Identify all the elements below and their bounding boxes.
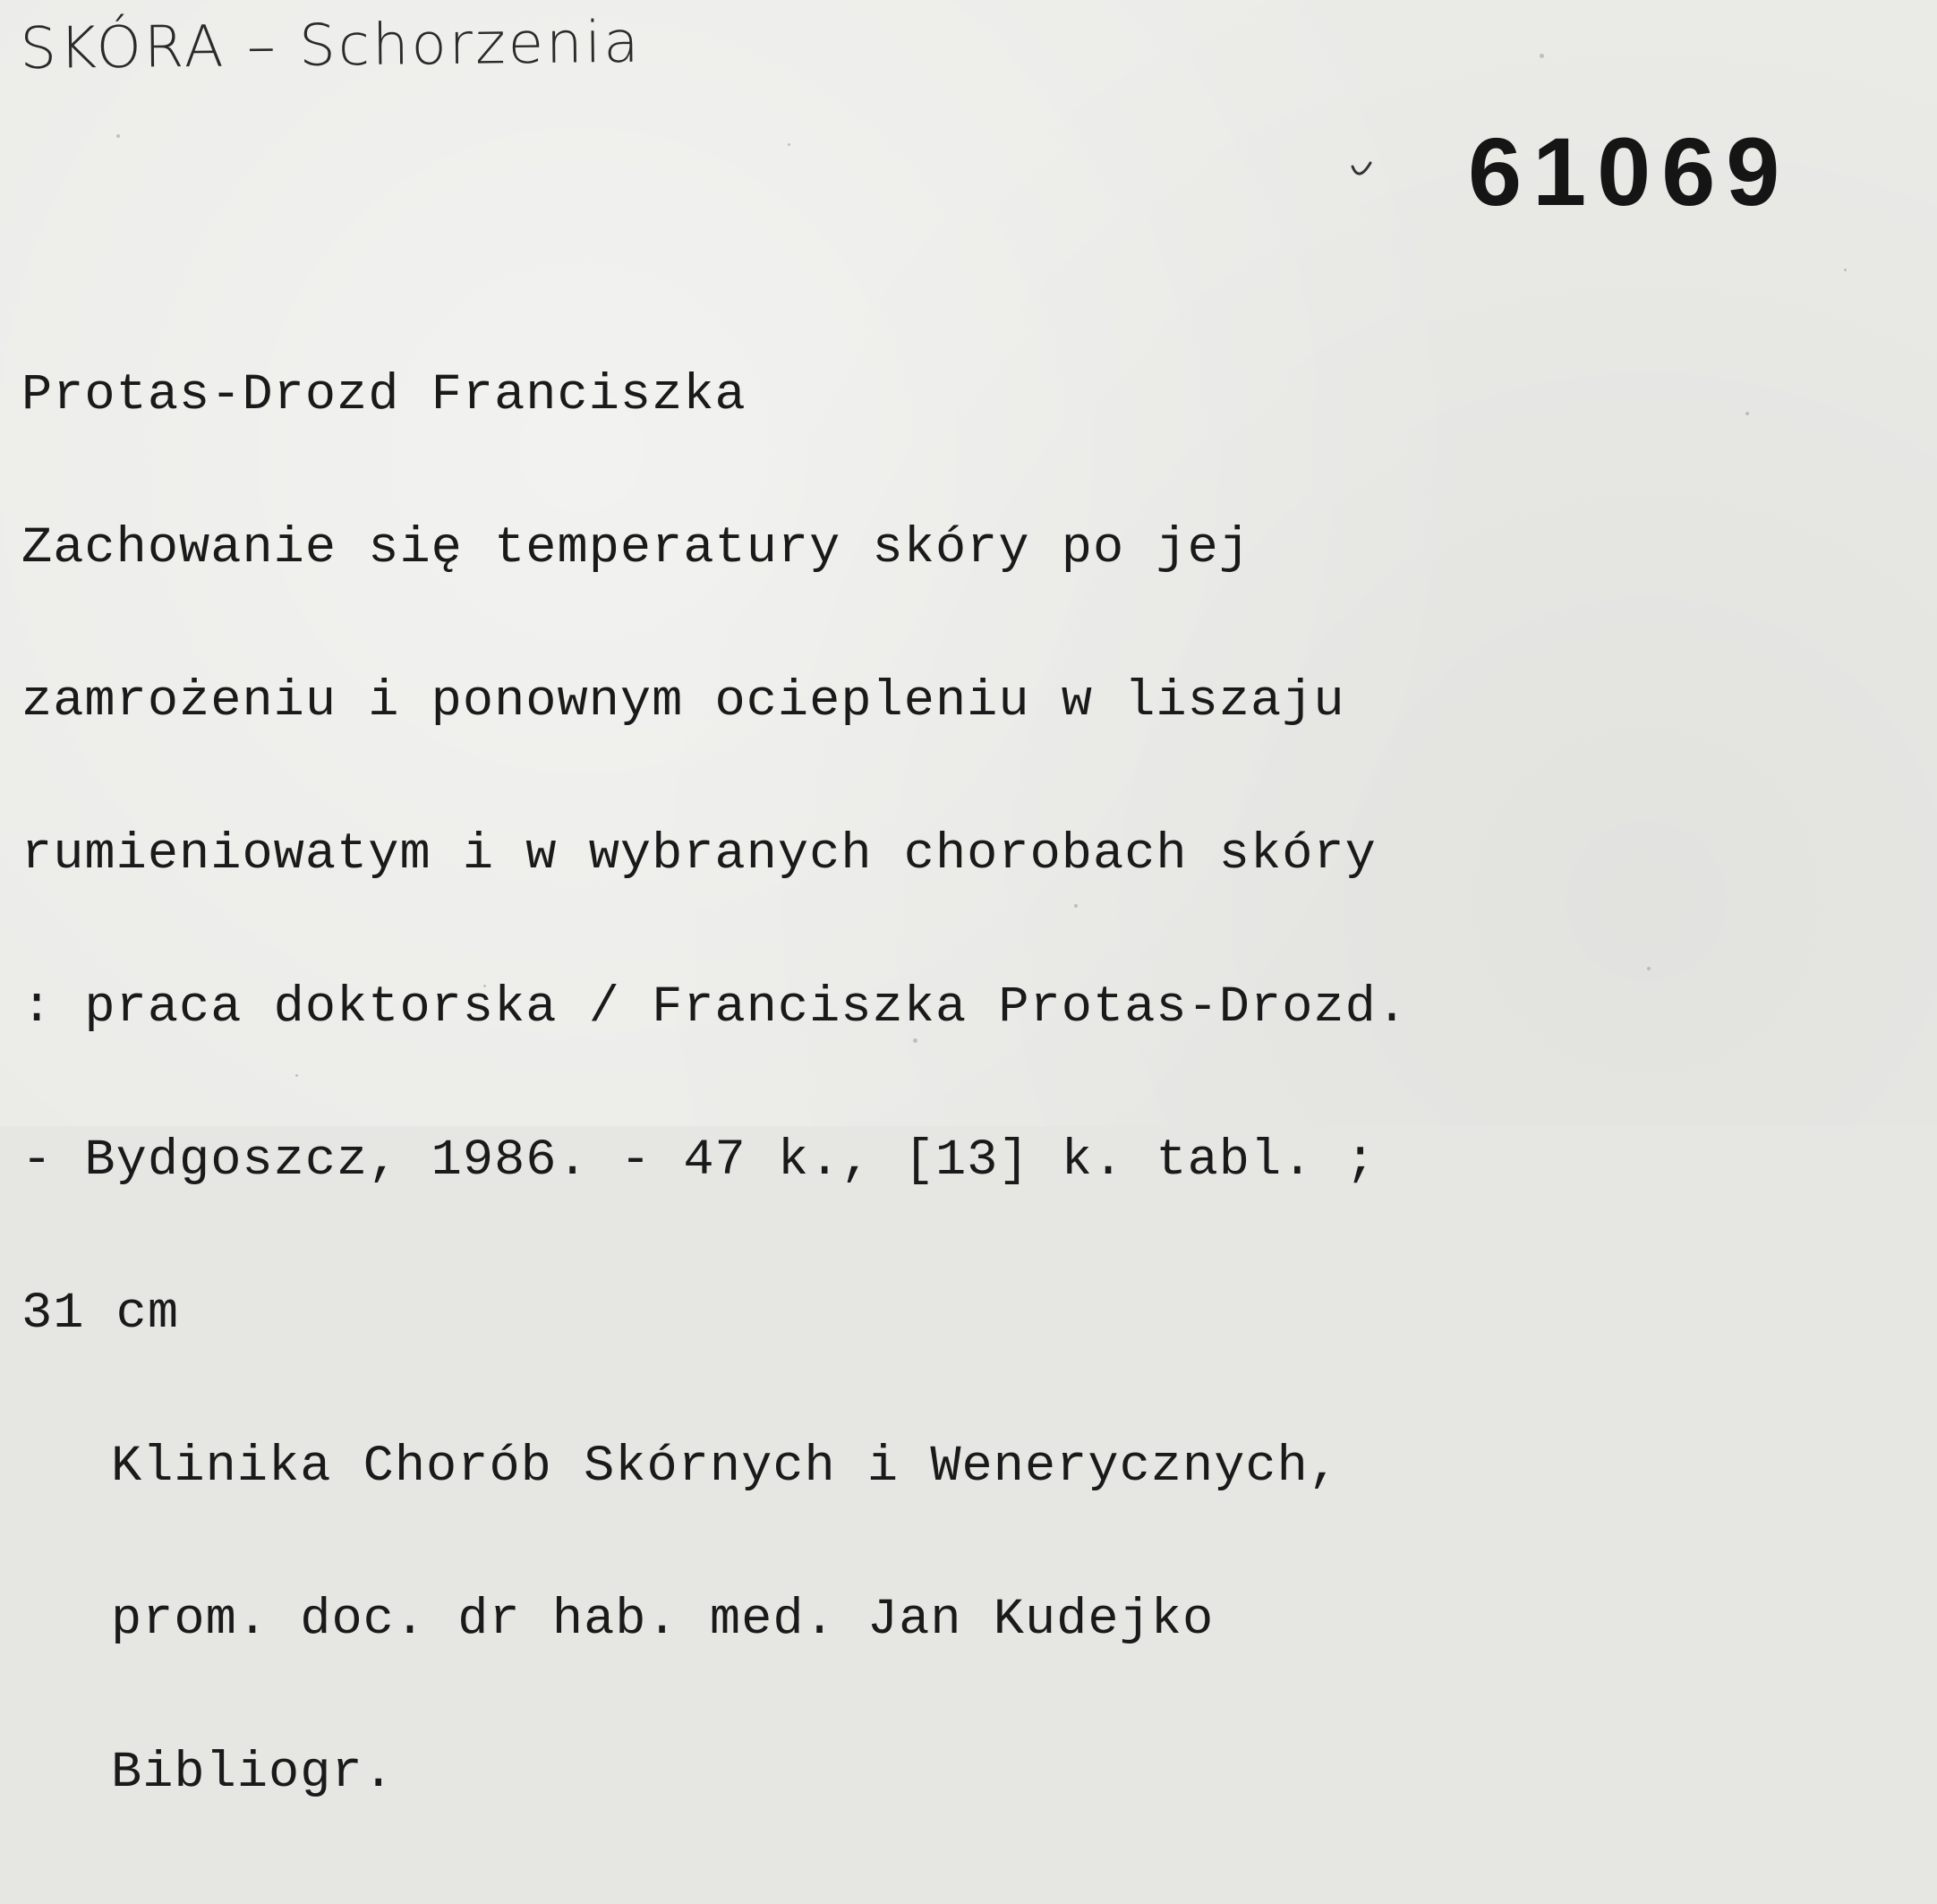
note-line: Klinika Chorób Skórnych i Wenerycznych, (111, 1439, 1341, 1496)
title-line: Zachowanie się temperatury skóry po jej (21, 520, 1251, 577)
title-line: 31 cm (21, 1285, 180, 1343)
handwritten-heading: SKÓRA – Schorzenia (20, 9, 642, 82)
check-mark-icon (1350, 159, 1373, 183)
title-line: - Bydgoszcz, 1986. - 47 k., [13] k. tabl. ; (21, 1132, 1377, 1190)
catalog-entry (21, 269, 1408, 1901)
note-line: Bibliogr. (111, 1745, 395, 1802)
note-line: prom. doc. dr hab. med. Jan Kudejko (111, 1592, 1215, 1649)
accession-number: 61069 (1468, 117, 1791, 226)
title-line: : praca doktorska / Franciszka Protas-Drozd. (21, 979, 1409, 1037)
title-line: rumieniowatym i w wybranych chorobach skóry (21, 826, 1377, 884)
title-line: zamrożeniu i ponownym ociepleniu w liszaju (21, 673, 1345, 730)
author-line: Protas-Drozd Franciszka (21, 367, 747, 424)
